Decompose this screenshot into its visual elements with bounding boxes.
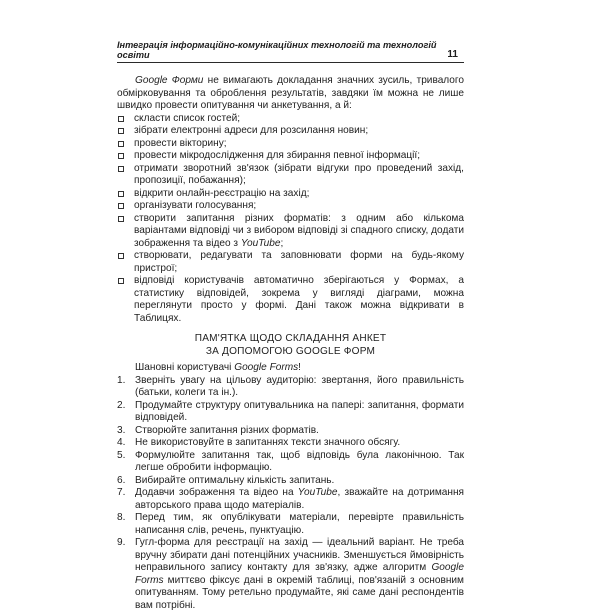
- memo-steps-list: [117, 375, 464, 612]
- list-item: 2. Продумайте структуру опитувальника на папері: запитання, формати відповідей.: [117, 400, 464, 425]
- book-page: [117, 40, 464, 612]
- list-item: 6. Вибирайте оптимальну кількість запитань.: [117, 475, 464, 488]
- checkbox-bullet-icon: [118, 278, 124, 284]
- checkbox-bullet-icon: [118, 191, 124, 197]
- list-item: 8. Перед тим, як опублікувати матеріали, перевірте правильність написання слів, речень, пунктуацію.: [117, 512, 464, 537]
- list-item: 9. Гугл-форма для реєстрації на захід — ідеальний варіант. Не треба вручну збирати дані потенційних учасників. Зменшується ймовірність неправильного запису контакту для зв'язку, адже алгоритм Google Forms миттєво фіксує дані в окремій таблиці, пов'язаній з основним опитуванням. Тому ретельно продумайте, які саме дані респондентів вам потрібні.: [117, 537, 464, 612]
- running-title: Інтеграція інформаційно-комунікаційних технологій та технологій освіти: [117, 40, 447, 60]
- running-header: [117, 40, 464, 63]
- list-item: скласти список гостей;: [117, 113, 464, 126]
- list-item: створювати, редагувати та заповнювати форми на будь-якому пристрої;: [117, 250, 464, 275]
- list-item: 1. Зверніть увагу на цільову аудиторію: звертання, його правильність (батьки, колеги та ін.).: [117, 375, 464, 400]
- memo-title-line-2: ЗА ДОПОМОГОЮ GOOGLE ФОРМ: [117, 346, 464, 359]
- capabilities-list: [117, 113, 464, 326]
- list-item: створити запитання різних форматів: з одним або кількома варіантами відповіді чи з вибором відповіді зі спадного списку, додати зображення та відео з YouTube;: [117, 213, 464, 251]
- list-item: 5. Формулюйте запитання так, щоб відповідь була лаконічною. Так легше обробити інформацію.: [117, 450, 464, 475]
- intro-text: не вимагають докладання значних зусиль, тривалого обмірковування та оброблення результатів, завдяки їм можна не лише швидко провести опитування чи анкетування, а й:: [117, 75, 464, 111]
- list-item: 3. Створюйте запитання різних форматів.: [117, 425, 464, 438]
- intro-paragraph: [117, 75, 464, 113]
- memo-greeting: Шановні користувачі Google Forms!: [117, 362, 464, 375]
- checkbox-bullet-icon: [118, 203, 124, 209]
- list-item: зібрати електронні адреси для розсилання новин;: [117, 125, 464, 138]
- checkbox-bullet-icon: [118, 153, 124, 159]
- checkbox-bullet-icon: [118, 116, 124, 122]
- list-item: відкрити онлайн-реєстрацію на захід;: [117, 188, 464, 201]
- list-item: організувати голосування;: [117, 200, 464, 213]
- list-item: отримати зворотний зв'язок (зібрати відгуки про проведений захід, пропозиції, побажання);: [117, 163, 464, 188]
- checkbox-bullet-icon: [118, 166, 124, 172]
- checkbox-bullet-icon: [118, 216, 124, 222]
- list-item: 4. Не використовуйте в запитаннях тексти значного обсягу.: [117, 437, 464, 450]
- checkbox-bullet-icon: [118, 253, 124, 259]
- page-number: 11: [447, 49, 464, 60]
- list-item: відповіді користувачів автоматично зберігаються у Формах, а статистику відповідей, зокрема у вигляді діаграми, можна переглянути просто у формі. Дані також можна відкривати в Таблицях.: [117, 275, 464, 325]
- list-item: 7. Додавчи зображення та відео на YouTube, зважайте на дотримання авторського права щодо матеріалів.: [117, 487, 464, 512]
- memo-title-line-1: ПАМ'ЯТКА ЩОДО СКЛАДАННЯ АНКЕТ: [117, 333, 464, 346]
- checkbox-bullet-icon: [118, 128, 124, 134]
- list-item: провести мікродослідження для збирання певної інформації;: [117, 150, 464, 163]
- memo-heading: [117, 333, 464, 358]
- list-item: провести вікторину;: [117, 138, 464, 151]
- checkbox-bullet-icon: [118, 141, 124, 147]
- intro-subject: Google Форми: [135, 75, 203, 86]
